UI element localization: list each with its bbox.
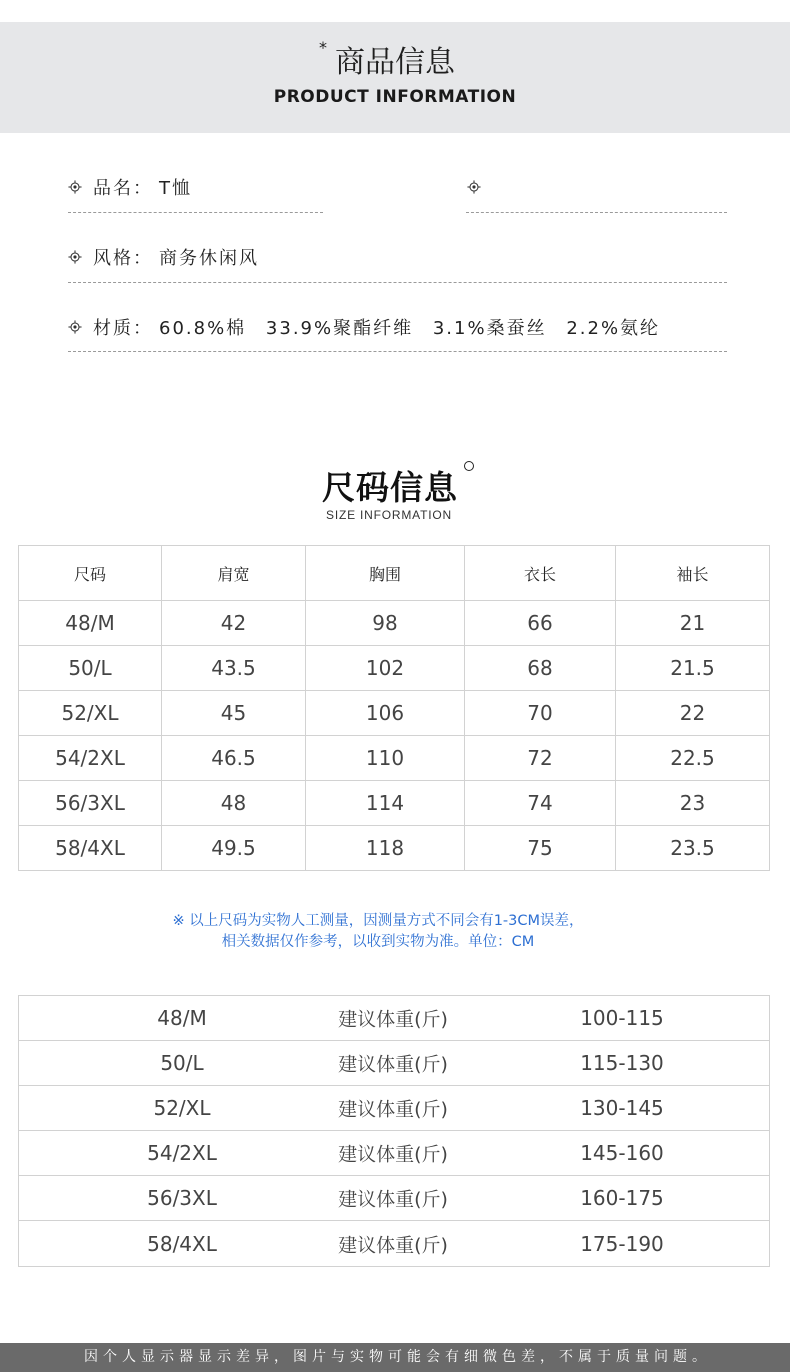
cell-chest: 102	[306, 646, 465, 691]
column-header-chest: 胸围	[306, 546, 465, 601]
weight-cell-label: 建议体重(斤)	[338, 1053, 448, 1076]
product-material-label: 材质：	[93, 318, 153, 339]
cell-chest: 114	[306, 781, 465, 826]
cell-size: 52/XL	[19, 691, 162, 736]
cell-shoulder: 48	[162, 781, 306, 826]
product-name-value: T恤	[159, 178, 192, 199]
product-style-label: 风格：	[93, 248, 153, 269]
cell-size: 54/2XL	[19, 736, 162, 781]
weight-cell-size: 58/4XL	[147, 1231, 217, 1256]
weight-cell-size: 50/L	[160, 1051, 204, 1075]
size-section-subtitle: SIZE INFORMATION	[326, 508, 452, 522]
cell-size: 50/L	[19, 646, 162, 691]
cell-length: 75	[465, 826, 616, 871]
weight-table	[18, 995, 770, 1267]
note-line-2: 相关数据仅作参考，以收到实物为准。单位：CM	[221, 934, 535, 950]
material-item: 2.2%氨纶	[566, 318, 661, 339]
header-subtitle: PRODUCT INFORMATION	[273, 87, 517, 107]
weight-cell-label: 建议体重(斤)	[338, 1234, 448, 1256]
cell-length: 72	[465, 736, 616, 781]
material-item: 3.1%桑蚕丝	[432, 318, 547, 339]
weight-table-row	[19, 1041, 769, 1086]
cell-length: 70	[465, 691, 616, 736]
product-info-section	[68, 143, 727, 352]
weight-table-row	[19, 1176, 769, 1221]
weight-table-row	[19, 1221, 769, 1266]
footer-band	[0, 1343, 790, 1372]
note-line-1: ※ 以上尺码为实物人工测量，因测量方式不同会有1-3CM误差，	[172, 913, 584, 929]
cell-shoulder: 46.5	[162, 736, 306, 781]
cell-shoulder: 45	[162, 691, 306, 736]
product-style-value: 商务休闲风	[159, 248, 259, 269]
weight-cell-range: 130-145	[580, 1096, 664, 1120]
target-bullet-icon	[68, 180, 82, 194]
weight-cell-size: 48/M	[157, 1006, 207, 1030]
product-empty-row	[466, 143, 727, 213]
cell-chest: 110	[306, 736, 465, 781]
cell-shoulder: 49.5	[162, 826, 306, 871]
product-material-row	[68, 283, 727, 352]
cell-chest: 98	[306, 601, 465, 646]
target-bullet-icon	[68, 320, 82, 334]
weight-cell-label: 建议体重(斤)	[338, 1143, 448, 1166]
material-item: 60.8%棉	[159, 318, 247, 339]
product-style-row	[68, 213, 727, 283]
header-band	[0, 22, 790, 133]
measurement-note	[0, 911, 756, 953]
cell-sleeve: 21	[616, 601, 770, 646]
cell-shoulder: 43.5	[162, 646, 306, 691]
product-name-row	[68, 143, 323, 213]
weight-table-row	[19, 1086, 769, 1131]
cell-size: 58/4XL	[19, 826, 162, 871]
title-circle-decoration	[464, 461, 474, 471]
column-header-length: 衣长	[465, 546, 616, 601]
product-material-values	[159, 314, 660, 340]
weight-cell-range: 145-160	[580, 1141, 664, 1165]
weight-cell-label: 建议体重(斤)	[338, 1008, 448, 1031]
column-header-sleeve: 袖长	[616, 546, 770, 601]
cell-sleeve: 22	[616, 691, 770, 736]
footer-disclaimer: 因个人显示器显示差异，图片与实物可能会有细微色差，不属于质量问题。	[84, 1349, 711, 1365]
weight-cell-size: 56/3XL	[147, 1186, 217, 1210]
cell-length: 68	[465, 646, 616, 691]
product-name-line	[68, 175, 192, 199]
cell-chest: 118	[306, 826, 465, 871]
header-title: 商品信息	[335, 45, 455, 80]
cell-sleeve: 22.5	[616, 736, 770, 781]
weight-cell-range: 160-175	[580, 1186, 664, 1210]
cell-chest: 106	[306, 691, 465, 736]
header-asterisk-mark: *	[319, 38, 327, 57]
cell-sleeve: 21.5	[616, 646, 770, 691]
size-section-title: 尺码信息	[322, 468, 458, 507]
header-title-wrap	[0, 38, 790, 83]
weight-table-row	[19, 996, 769, 1041]
target-bullet-icon	[68, 250, 82, 264]
weight-cell-size: 54/2XL	[147, 1141, 217, 1165]
cell-size: 56/3XL	[19, 781, 162, 826]
cell-size: 48/M	[19, 601, 162, 646]
product-material-line	[68, 315, 660, 339]
weight-cell-range: 175-190	[580, 1231, 664, 1256]
cell-shoulder: 42	[162, 601, 306, 646]
product-style-line	[68, 245, 259, 269]
size-table	[18, 545, 770, 871]
cell-sleeve: 23.5	[616, 826, 770, 871]
column-header-shoulder: 肩宽	[162, 546, 306, 601]
cell-length: 74	[465, 781, 616, 826]
target-bullet-icon	[467, 180, 481, 194]
column-header-size: 尺码	[19, 546, 162, 601]
product-empty-line	[467, 175, 492, 199]
weight-cell-size: 52/XL	[153, 1096, 211, 1120]
weight-cell-label: 建议体重(斤)	[338, 1188, 448, 1211]
cell-length: 66	[465, 601, 616, 646]
header-title-group	[319, 38, 455, 83]
weight-cell-label: 建议体重(斤)	[338, 1098, 448, 1121]
cell-sleeve: 23	[616, 781, 770, 826]
weight-cell-range: 100-115	[580, 1006, 664, 1030]
material-item: 33.9%聚酯纤维	[265, 318, 414, 339]
weight-cell-range: 115-130	[580, 1051, 664, 1075]
product-name-label: 品名：	[93, 178, 153, 199]
weight-table-row	[19, 1131, 769, 1176]
